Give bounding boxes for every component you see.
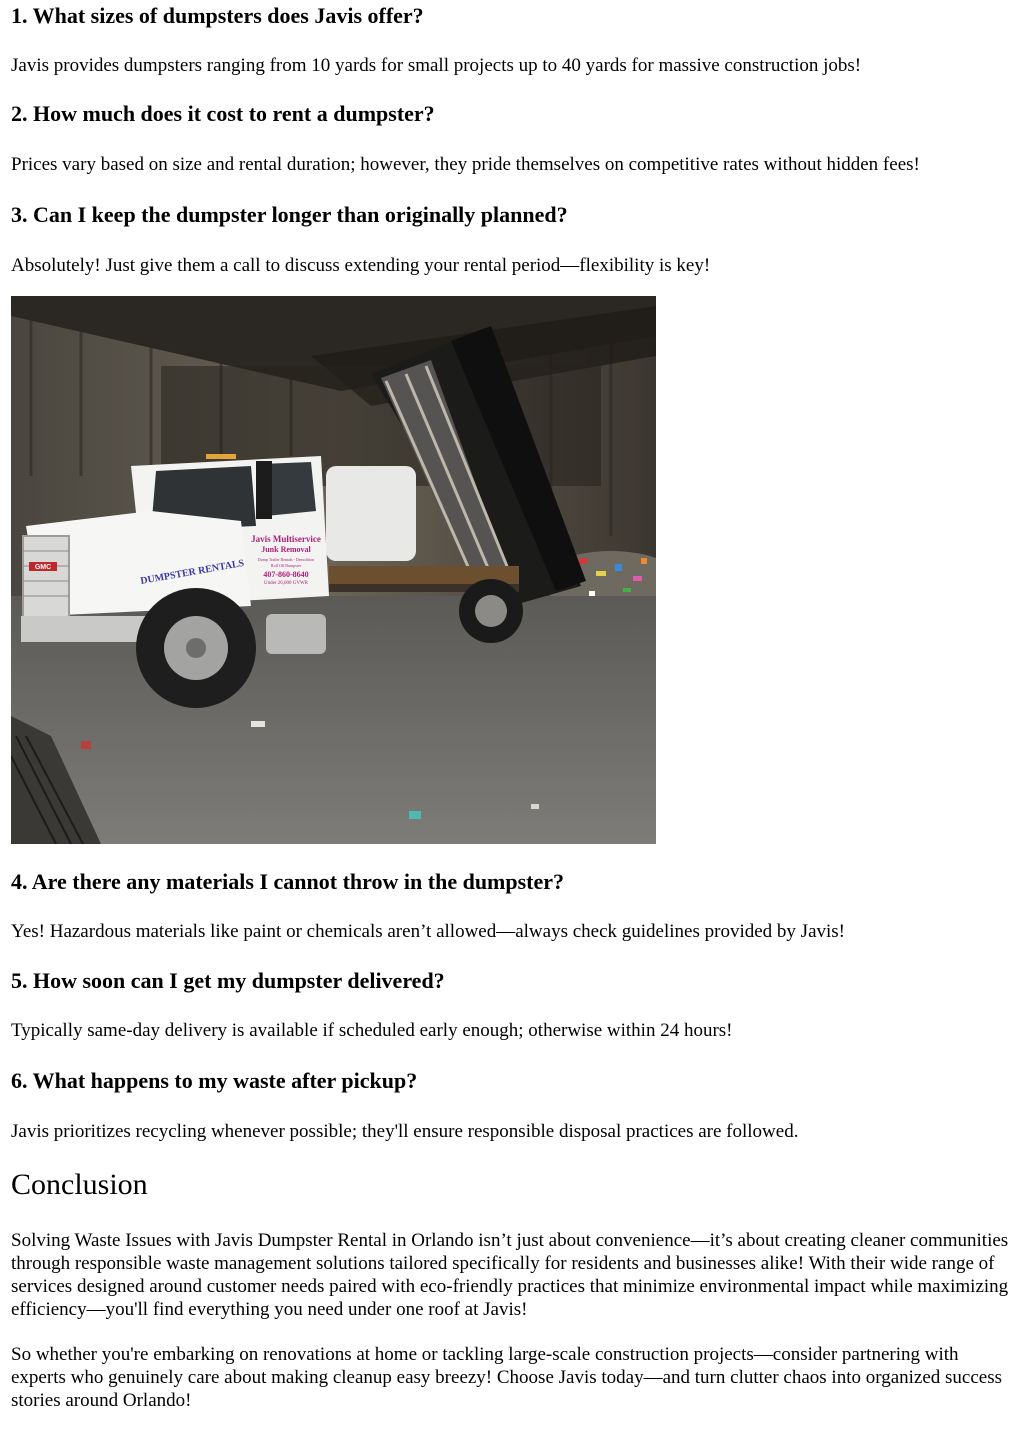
door-line-2: Junk Removal	[261, 545, 311, 554]
dumpster-truck-photo	[11, 296, 656, 844]
faq-answer-6: Javis prioritizes recycling whenever possible; they'll ensure responsible disposal practices are followed.	[11, 1121, 799, 1142]
faq-question-2: 2. How much does it cost to rent a dumpster?	[11, 101, 435, 126]
conclusion-heading: Conclusion	[11, 1168, 148, 1201]
conclusion-paragraph-1: Solving Waste Issues with Javis Dumpster Rental in Orlando isn’t just about convenience—it’s about creating cleaner communities through responsible waste management solutions tailored specifically for residents and businesses alike! With their wide range of services designed around customer needs paired with eco-friendly practices that minimize environmental impact while maximizing efficiency—you'll find everything you need under one roof at Javis!	[11, 1230, 1009, 1320]
door-line-1: Javis Multiservice	[251, 534, 321, 544]
faq-answer-3: Absolutely! Just give them a call to discuss extending your rental period—flexibility is key!	[11, 255, 711, 276]
door-line-3: Dump Trailer Rentals - Demolition	[257, 557, 315, 562]
conclusion-paragraph-2: So whether you're embarking on renovations at home or tackling large-scale construction projects—consider partnering with experts who genuinely care about making cleanup easy breezy! Choose Javis today—and turn clutter chaos into organized success stories around Orlando!	[11, 1344, 1003, 1411]
faq-answer-4: Yes! Hazardous materials like paint or chemicals aren’t allowed—always check guidelines provided by Javis!	[11, 921, 845, 942]
faq-answer-5: Typically same-day delivery is available if scheduled early enough; otherwise within 24 hours!	[11, 1020, 733, 1041]
faq-question-1: 1. What sizes of dumpsters does Javis offer?	[11, 3, 424, 28]
faq-question-4: 4. Are there any materials I cannot throw in the dumpster?	[11, 869, 565, 894]
door-line-6: Under 26,000 GVWR	[263, 581, 309, 586]
truck-side-text: DUMPSTER RENTALS	[139, 557, 246, 587]
faq-question-3: 3. Can I keep the dumpster longer than originally planned?	[11, 202, 568, 227]
door-line-4: Roll Off Dumpster	[270, 563, 302, 568]
door-phone: 407-860-8640	[263, 570, 309, 579]
faq-question-6: 6. What happens to my waste after pickup?	[11, 1068, 418, 1093]
faq-answer-2: Prices vary based on size and rental duration; however, they pride themselves on competitive rates without hidden fees!	[11, 154, 920, 175]
faq-question-5: 5. How soon can I get my dumpster delivered?	[11, 968, 445, 993]
grille-badge: GMC	[34, 564, 52, 571]
faq-answer-1: Javis provides dumpsters ranging from 10 yards for small projects up to 40 yards for massive construction jobs!	[11, 55, 862, 76]
